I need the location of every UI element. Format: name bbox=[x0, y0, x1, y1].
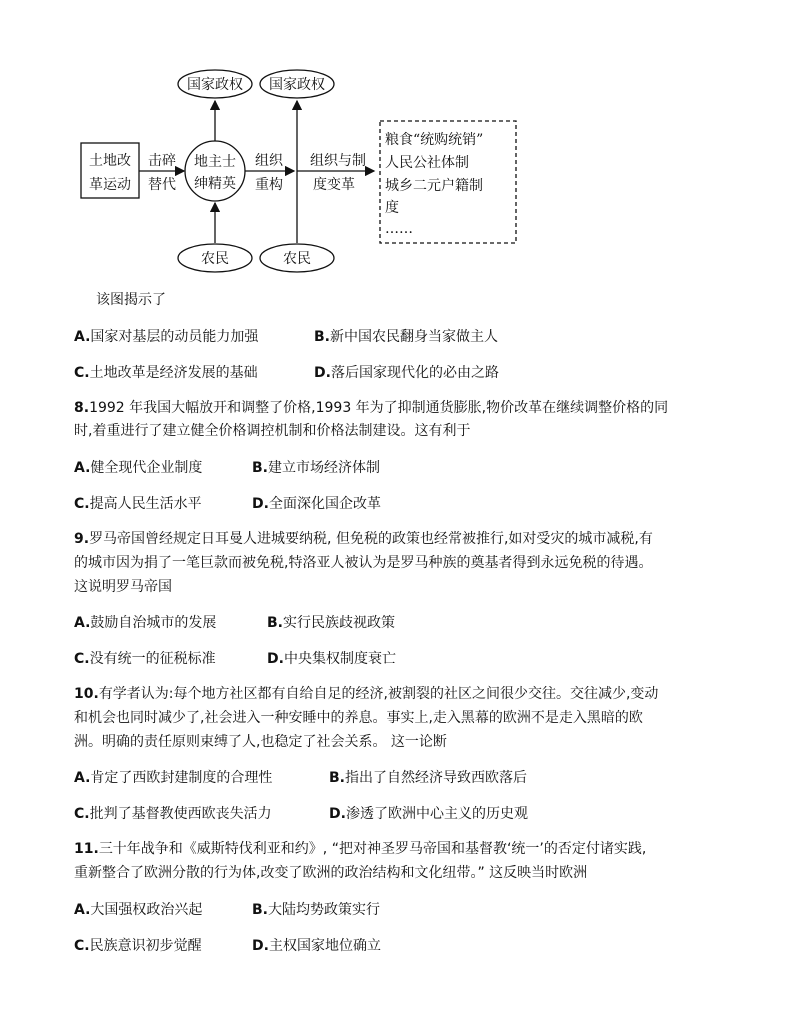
land-reform-line-1: 土地改 bbox=[89, 153, 131, 169]
q8-options-row-2 bbox=[74, 494, 381, 514]
q7-option-a[interactable]: A.国家对基层的动员能力加强 bbox=[74, 329, 259, 345]
q8-stem-line-1: 8.1992 年我国大幅放开和调整了价格,1993 年为了抑制通货膨胀,物价改革在继续调整价格的同 bbox=[74, 400, 669, 416]
land-reform-line-2: 革运动 bbox=[89, 177, 131, 193]
institution-label-2: 度变革 bbox=[313, 177, 355, 193]
q11-stem-line-2: 重新整合了欧洲分散的行为体,改变了欧洲的政治结构和文化纽带。” 这反映当时欧洲 bbox=[74, 865, 588, 881]
result-line-4: 度 bbox=[385, 200, 399, 216]
state-power-label-1: 国家政权 bbox=[187, 77, 243, 93]
q9-option-b[interactable]: B.实行民族歧视政策 bbox=[267, 615, 395, 631]
q11-options-row-1 bbox=[74, 900, 380, 920]
q10-option-b[interactable]: B.指出了自然经济导致西欧落后 bbox=[329, 770, 527, 786]
q9-option-a[interactable]: A.鼓励自治城市的发展 bbox=[74, 615, 217, 631]
q9-options-row-2 bbox=[74, 649, 396, 669]
q8-option-a[interactable]: A.健全现代企业制度 bbox=[74, 460, 203, 476]
q10-option-a[interactable]: A.肯定了西欧封建制度的合理性 bbox=[74, 770, 273, 786]
peasant-label-1: 农民 bbox=[201, 251, 229, 267]
q10-options-row-2 bbox=[74, 804, 528, 824]
q11-option-d[interactable]: D.主权国家地位确立 bbox=[252, 938, 381, 954]
result-line-1: 粮食“统购统销” bbox=[385, 132, 484, 148]
q10-options-row-1 bbox=[74, 768, 527, 788]
q7-option-c[interactable]: C.土地改革是经济发展的基础 bbox=[74, 365, 258, 381]
q7-options-row-2 bbox=[74, 363, 499, 383]
q7-stem: 该图揭示了 bbox=[96, 292, 166, 308]
gentry-circle bbox=[185, 141, 245, 201]
organize-label-2: 重构 bbox=[255, 177, 283, 193]
q11-option-b[interactable]: B.大陆均势政策实行 bbox=[252, 902, 380, 918]
q10-option-d[interactable]: D.渗透了欧洲中心主义的历史观 bbox=[329, 806, 528, 822]
smash-label-2: 替代 bbox=[148, 177, 176, 193]
q9-option-c[interactable]: C.没有统一的征税标准 bbox=[74, 651, 216, 667]
q9-stem-line-1: 9.罗马帝国曾经规定日耳曼人进城要纳税, 但免税的政策也经常被推行,如对受灾的城市减税,有 bbox=[74, 531, 653, 547]
q8-option-c[interactable]: C.提高人民生活水平 bbox=[74, 496, 202, 512]
q11-option-a[interactable]: A.大国强权政治兴起 bbox=[74, 902, 203, 918]
institution-label-1: 组织与制 bbox=[310, 153, 366, 169]
q10-stem-line-1: 10.有学者认为:每个地方社区都有自给自足的经济,被割裂的社区之间很少交往。交往减少,变动 bbox=[74, 686, 659, 702]
gentry-line-2: 绅精英 bbox=[194, 176, 236, 192]
result-line-5: …… bbox=[385, 221, 413, 237]
result-line-2: 人民公社体制 bbox=[385, 155, 469, 171]
gentry-line-1: 地主士 bbox=[194, 154, 236, 170]
result-line-3: 城乡二元户籍制 bbox=[385, 178, 483, 194]
peasant-label-2: 农民 bbox=[283, 251, 311, 267]
flow-diagram bbox=[0, 0, 794, 290]
smash-label-1: 击碎 bbox=[148, 153, 176, 169]
q7-option-d[interactable]: D.落后国家现代化的必由之路 bbox=[314, 365, 499, 381]
state-power-label-2: 国家政权 bbox=[269, 77, 325, 93]
q8-option-d[interactable]: D.全面深化国企改革 bbox=[252, 496, 381, 512]
q11-options-row-2 bbox=[74, 936, 381, 956]
q7-options-row-1 bbox=[74, 327, 498, 347]
q9-option-d[interactable]: D.中央集权制度衰亡 bbox=[267, 651, 396, 667]
q11-stem-line-1: 11.三十年战争和《威斯特伐利亚和约》, “把对神圣罗马帝国和基督教‘统一’的否定付诸实践, bbox=[74, 841, 647, 857]
q9-options-row-1 bbox=[74, 613, 395, 633]
q9-stem-line-3: 这说明罗马帝国 bbox=[74, 579, 172, 595]
q8-option-b[interactable]: B.建立市场经济体制 bbox=[252, 460, 380, 476]
q10-stem-line-3: 洲。明确的责任原则束缚了人,也稳定了社会关系。 这一论断 bbox=[74, 734, 447, 750]
organize-label-1: 组织 bbox=[255, 153, 283, 169]
q9-stem-line-2: 的城市因为捐了一笔巨款而被免税,特洛亚人被认为是罗马种族的奠基者得到永远免税的待遇。 bbox=[74, 555, 653, 571]
q8-options-row-1 bbox=[74, 458, 380, 478]
q7-option-b[interactable]: B.新中国农民翻身当家做主人 bbox=[314, 329, 498, 345]
q10-stem-line-2: 和机会也同时减少了,社会进入一种安睡中的养息。事实上,走入黑幕的欧洲不是走入黑暗的欧 bbox=[74, 710, 643, 726]
q10-option-c[interactable]: C.批判了基督教使西欧丧失活力 bbox=[74, 806, 272, 822]
q8-stem-line-2: 时,着重进行了建立健全价格调控机制和价格法制建设。这有利于 bbox=[74, 423, 471, 439]
q11-option-c[interactable]: C.民族意识初步觉醒 bbox=[74, 938, 202, 954]
